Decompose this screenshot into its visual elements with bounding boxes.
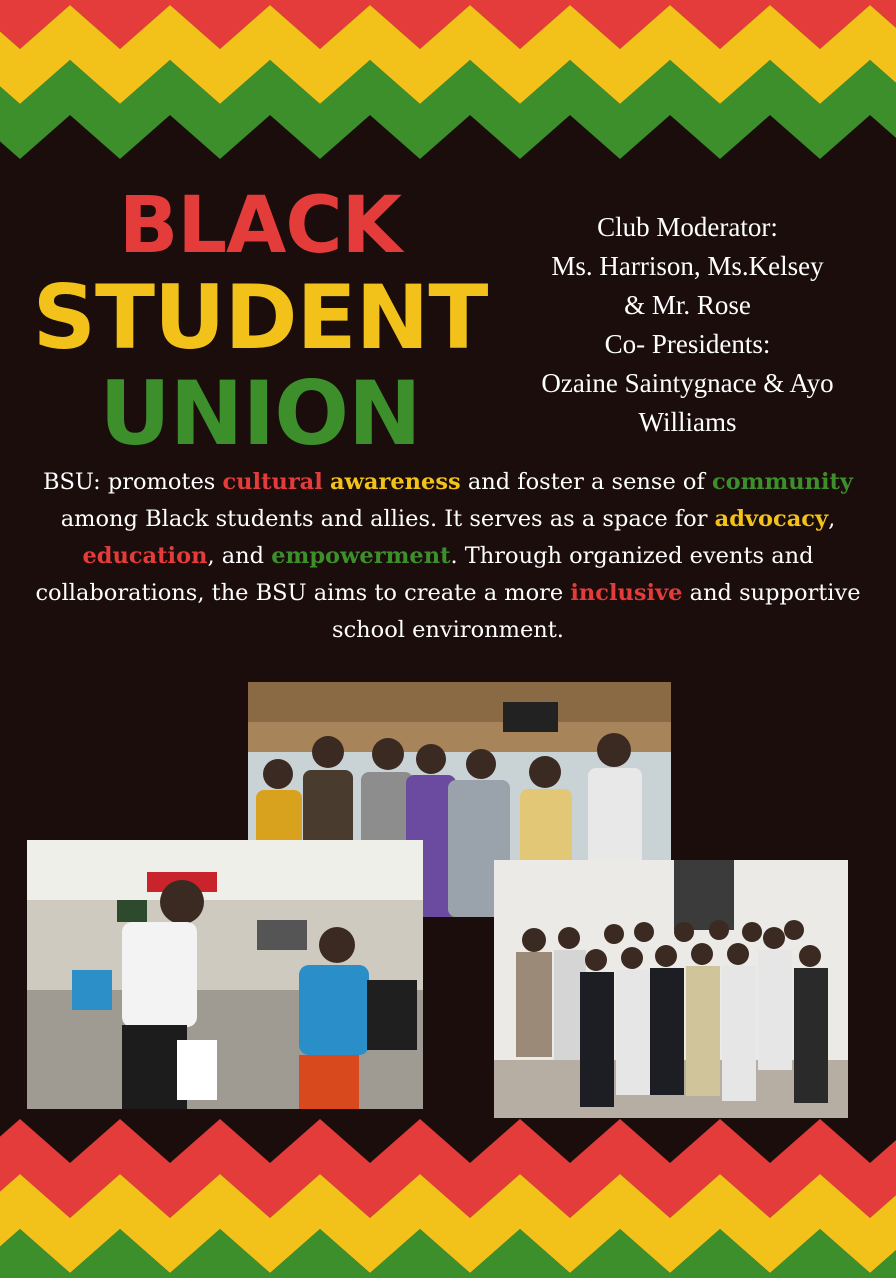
title-student: STUDENT [32, 266, 488, 369]
formal-group-photo [494, 860, 848, 1118]
keyword-empowerment: empowerment [271, 543, 451, 569]
presidents-names: Ozaine Saintygnace & Ayo [541, 368, 834, 398]
desc-text: . Through organized events and collaborations, the BSU aims to create a more [35, 543, 814, 606]
desc-text: among Black students and allies. It serves as a space for [60, 506, 715, 532]
moderator-names: Ms. Harrison, Ms.Kelsey [551, 251, 824, 281]
keyword-education: education [82, 543, 208, 569]
title-black: BLACK [118, 181, 402, 271]
top-chevron-border [0, 0, 896, 170]
cafeteria-photo [27, 840, 423, 1109]
moderator-label: Club Moderator: [597, 212, 778, 242]
keyword-cultural: cultural [222, 469, 323, 495]
keyword-inclusive: inclusive [570, 580, 683, 606]
presidents-label: Co- Presidents: [604, 329, 771, 359]
desc-text: , [828, 506, 836, 532]
presidents-names-cont: Williams [638, 407, 737, 437]
bottom-chevron-border [0, 1108, 896, 1278]
moderator-names-cont: & Mr. Rose [624, 290, 751, 320]
keyword-community: community [711, 469, 854, 495]
club-title [0, 181, 520, 465]
club-leadership [505, 208, 870, 442]
desc-text [323, 469, 330, 495]
keyword-awareness: awareness [329, 469, 461, 495]
title-union: UNION [99, 362, 421, 465]
keyword-advocacy: advocacy [714, 506, 829, 532]
desc-text: and supportive school environment. [332, 580, 861, 643]
club-description [30, 464, 866, 649]
desc-text: BSU: promotes [42, 469, 223, 495]
desc-text: , and [207, 543, 272, 569]
desc-text: and foster a sense of [460, 469, 712, 495]
